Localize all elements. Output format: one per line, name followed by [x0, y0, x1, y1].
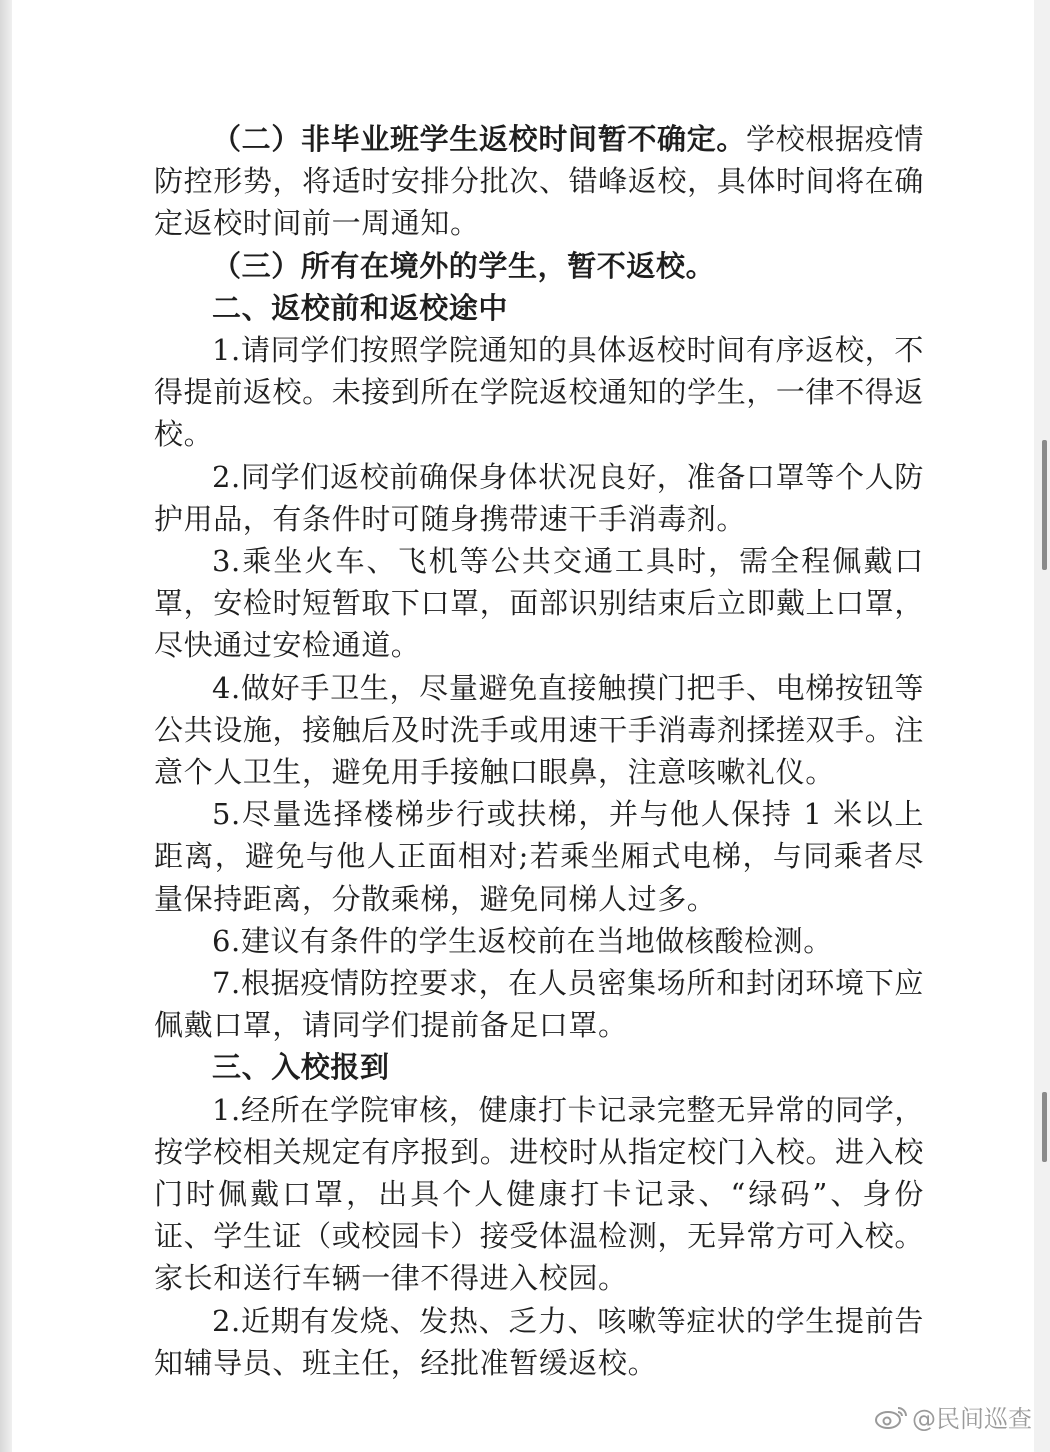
paragraph-non-graduating-bold: （二）非毕业班学生返校时间暂不确定。: [212, 122, 747, 156]
paragraph-non-graduating: [154, 118, 924, 245]
paragraph-overseas: （三）所有在境外的学生，暂不返校。: [212, 248, 716, 283]
watermark: [874, 1399, 1032, 1434]
section-heading-before-return: 二、返校前和返校途中: [212, 290, 509, 325]
list-item: 4.做好手卫生，尽量避免直接触摸门把手、电梯按钮等公共设施，接触后及时洗手或用速干手消毒剂揉搓双手。注意个人卫生，避免用手接触口眼鼻，注意咳嗽礼仪。: [154, 670, 924, 790]
scrollbar-thumb[interactable]: [1042, 440, 1047, 570]
list-item: 1.请同学们按照学院通知的具体返校时间有序返校，不得提前返校。未接到所在学院返校通知的学生，一律不得返校。: [154, 333, 924, 452]
page-left-edge: [0, 0, 12, 1452]
list-item: 2.近期有发烧、发热、乏力、咳嗽等症状的学生提前告知辅导员、班主任，经批准暂缓返校。: [154, 1303, 924, 1380]
list-item: 6.建议有条件的学生返校前在当地做核酸检测。: [212, 923, 833, 958]
document-body: [154, 118, 924, 1384]
list-item: 5.尽量选择楼梯步行或扶梯，并与他人保持 1 米以上距离，避免与他人正面相对;若乘坐厢式电梯，与同乘者尽量保持距离，分散乘梯，避免同梯人过多。: [154, 797, 924, 916]
weibo-icon: [874, 1405, 908, 1429]
list-item: 3.乘坐火车、飞机等公共交通工具时，需全程佩戴口罩，安检时短暂取下口罩，面部识别结束后立即戴上口罩，尽快通过安检通道。: [154, 544, 924, 663]
list-item: 1.经所在学院审核，健康打卡记录完整无异常的同学，按学校相关规定有序报到。进校时从指定校门入校。进入校门时佩戴口罩，出具个人健康打卡记录、“绿码”、身份证、学生证（或校园卡）接受体温检测，无异常方可入校。家长和送行车辆一律不得进入校园。: [154, 1092, 924, 1296]
list-item: 7.根据疫情防控要求，在人员密集场所和封闭环境下应佩戴口罩，请同学们提前备足口罩。: [154, 966, 924, 1043]
scrollbar-track[interactable]: [1034, 0, 1050, 1452]
paragraph-non-graduating-text: 学校根据疫情防控形势，将适时安排分批次、错峰返校，具体时间将在确定返校时间前一周通知。: [154, 122, 924, 241]
section-heading-registration: 三、入校报到: [212, 1050, 390, 1085]
list-item: 2.同学们返校前确保身体状况良好，准备口罩等个人防护用品，有条件时可随身携带速干手消毒剂。: [154, 459, 924, 536]
watermark-text: @民间巡查: [912, 1405, 1032, 1433]
scrollbar-thumb-secondary[interactable]: [1042, 1092, 1047, 1162]
document-page: [12, 0, 1034, 1452]
